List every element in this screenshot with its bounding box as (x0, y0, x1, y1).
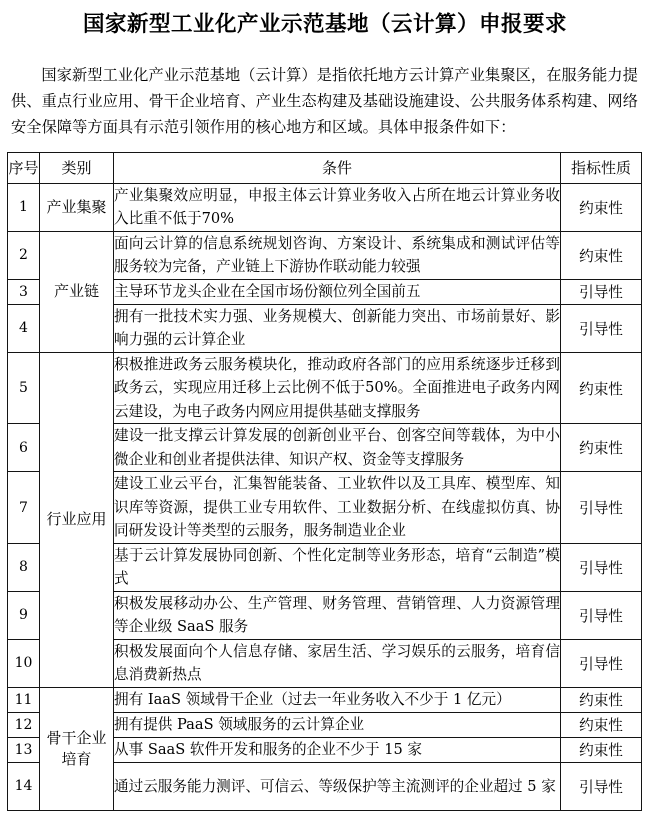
row-number: 6 (8, 424, 40, 472)
table-body (8, 183, 642, 810)
condition-cell: 建设工业云平台，汇集智能装备、工业软件以及工具库、模型库、知识库等资源，提供工业专用软件、工业数据分析、在线虚拟仿真、协同研发设计等类型的云服务，服务制造业企业 (114, 472, 561, 544)
row-number: 3 (8, 279, 40, 304)
category-cell: 骨干企业 培育 (40, 687, 114, 810)
row-number: 2 (8, 231, 40, 279)
row-number: 1 (8, 183, 40, 231)
intro-paragraph: 国家新型工业化产业示范基地（云计算）是指依托地方云计算产业集聚区，在服务能力提供、重点行业应用、骨干企业培育、产业生态构建及基础设施建设、公共服务体系构建、网络安全保障等方面具有示范引领作用的核心地方和区域。具体申报条件如下： (11, 65, 638, 136)
table-row (8, 183, 642, 231)
table-header-row (8, 152, 642, 183)
condition-cell: 产业集聚效应明显，申报主体云计算业务收入占所在地云计算业务收入比重不低于70% (114, 183, 561, 231)
condition-cell: 基于云计算发展协同创新、个性化定制等业务形态，培育“云制造”模式 (114, 543, 561, 591)
property-cell: 约束性 (561, 424, 642, 472)
property-cell: 引导性 (561, 279, 642, 304)
condition-cell: 拥有 IaaS 领域骨干企业（过去一年业务收入不少于 1 亿元） (114, 687, 561, 712)
property-cell: 约束性 (561, 183, 642, 231)
row-number: 9 (8, 591, 40, 639)
property-cell: 引导性 (561, 472, 642, 544)
condition-cell: 从事 SaaS 软件开发和服务的企业不少于 15 家 (114, 737, 561, 762)
row-number: 10 (8, 639, 40, 687)
property-cell: 约束性 (561, 352, 642, 424)
row-number: 13 (8, 737, 40, 762)
property-cell: 引导性 (561, 639, 642, 687)
column-header-no: 序号 (8, 152, 40, 183)
property-cell: 引导性 (561, 543, 642, 591)
condition-cell: 拥有一批技术实力强、业务规模大、创新能力突出、市场前景好、影响力强的云计算企业 (114, 304, 561, 352)
property-cell: 约束性 (561, 687, 642, 712)
property-cell: 引导性 (561, 304, 642, 352)
condition-cell: 通过云服务能力测评、可信云、等级保护等主流测评的企业超过 5 家 (114, 762, 561, 810)
row-number: 14 (8, 762, 40, 810)
row-number: 11 (8, 687, 40, 712)
condition-cell: 拥有提供 PaaS 领域服务的云计算企业 (114, 712, 561, 737)
property-cell: 约束性 (561, 712, 642, 737)
property-cell: 引导性 (561, 591, 642, 639)
column-header-property: 指标性质 (561, 152, 642, 183)
condition-cell: 积极发展移动办公、生产管理、财务管理、营销管理、人力资源管理等企业级 SaaS 服务 (114, 591, 561, 639)
property-cell: 引导性 (561, 762, 642, 810)
page-title: 国家新型工业化产业示范基地（云计算）申报要求 (82, 12, 567, 37)
row-number: 8 (8, 543, 40, 591)
table-row (8, 231, 642, 279)
condition-cell: 面向云计算的信息系统规划咨询、方案设计、系统集成和测试评估等服务较为完备，产业链上下游协作联动能力较强 (114, 231, 561, 279)
category-cell: 行业应用 (40, 352, 114, 687)
condition-cell: 主导环节龙头企业在全国市场份额位列全国前五 (114, 279, 561, 304)
property-cell: 约束性 (561, 737, 642, 762)
category-cell: 产业集聚 (40, 183, 114, 231)
condition-cell: 建设一批支撑云计算发展的创新创业平台、创客空间等载体，为中小微企业和创业者提供法律、知识产权、资金等支撑服务 (114, 424, 561, 472)
requirements-table (7, 152, 642, 811)
row-number: 5 (8, 352, 40, 424)
table-row (8, 687, 642, 712)
row-number: 12 (8, 712, 40, 737)
table-row (8, 352, 642, 424)
property-cell: 约束性 (561, 231, 642, 279)
row-number: 7 (8, 472, 40, 544)
category-cell: 产业链 (40, 231, 114, 352)
column-header-condition: 条件 (114, 152, 561, 183)
column-header-category: 类别 (40, 152, 114, 183)
row-number: 4 (8, 304, 40, 352)
condition-cell: 积极推进政务云服务模块化，推动政府各部门的应用系统逐步迁移到政务云，实现应用迁移上云比例不低于50%。全面推进电子政务内网云建设，为电子政务内网应用提供基础支撑服务 (114, 352, 561, 424)
condition-cell: 积极发展面向个人信息存储、家居生活、学习娱乐的云服务，培育信息消费新热点 (114, 639, 561, 687)
